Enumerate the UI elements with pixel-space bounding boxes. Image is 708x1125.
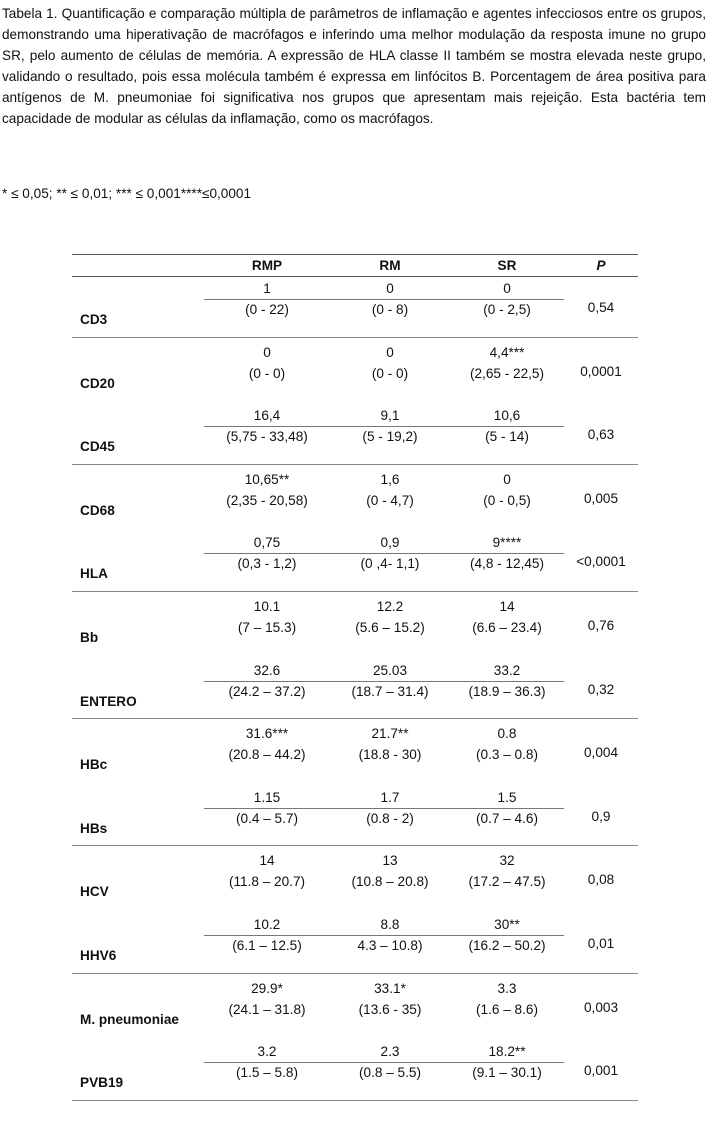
row-label: Bb: [80, 630, 99, 645]
sr-value: 1.5: [497, 789, 517, 805]
rmp-range: (6.1 – 12.5): [232, 938, 302, 953]
rmp-range: (2,35 - 20,58): [226, 492, 308, 508]
rm-range: 4.3 – 10.8): [357, 938, 423, 953]
row-bottom-rule: [72, 1100, 638, 1101]
sr-value: 14: [499, 599, 515, 614]
rmp-value: 10,65**: [244, 471, 290, 487]
sr-range: (9.1 – 30.1): [472, 1065, 542, 1081]
sr-range: (16.2 – 50.2): [468, 938, 546, 953]
value-range-divider: [204, 1062, 564, 1063]
sr-value: 9****: [492, 535, 522, 551]
rm-range: (18.7 – 31.4): [351, 683, 429, 699]
rm-value: 0: [386, 344, 394, 360]
sr-range: (5 - 14): [485, 429, 529, 445]
row-label: CD3: [80, 312, 108, 327]
header-p: P: [596, 258, 606, 273]
rm-range: (0 - 0): [371, 365, 409, 381]
row-label: HLA: [80, 566, 108, 582]
p-value: 0,0001: [580, 363, 622, 379]
rm-value: 12.2: [376, 599, 404, 614]
rmp-value: 1.15: [253, 789, 281, 805]
p-value: 0,001: [583, 1063, 619, 1079]
rmp-range: (0 - 0): [248, 365, 286, 381]
table-caption: Tabela 1. Quantificação e comparação múltipla de parâmetros de inflamação e agentes infecciosos entre os grupos, demonstrando uma hiperativação de macrófagos e inferindo uma melhor modulação da resposta imune no grupo SR, pelo aumento de células de memória. A expressão de HLA classe II também se mostra elevada neste grupo, validando o resultado, pois essa molécula também é expressa em linfócitos B. Porcentagem de área positiva para antígenos de M. pneumoniae foi significativa nos grupos que apresentam mais rejeição. Esta bactéria tem capacidade de modular as células da inflamação, como os macrófagos.: [2, 6, 706, 126]
sr-value: 0.8: [497, 726, 517, 742]
row-label: HHV6: [80, 948, 117, 963]
rm-value: 13: [382, 853, 398, 869]
row-bottom-rule: [72, 464, 638, 465]
row-label: HBc: [80, 757, 108, 773]
rm-value: 0: [386, 281, 394, 296]
rmp-value: 10.1: [253, 599, 281, 614]
rm-range: (0 - 4,7): [366, 492, 414, 508]
sr-range: (0.7 – 4.6): [476, 810, 538, 826]
rmp-value: 32.6: [253, 662, 281, 678]
rmp-value: 0: [263, 344, 271, 360]
table-row: [72, 278, 638, 342]
significance-footnote: * ≤ 0,05; ** ≤ 0,01; *** ≤ 0,001****≤0,0001: [2, 186, 252, 201]
p-value: 0,005: [583, 490, 619, 506]
rm-value: 9,1: [380, 408, 400, 424]
p-value: 0,63: [587, 427, 615, 443]
table-row: [72, 850, 638, 914]
value-range-divider: [204, 426, 564, 427]
rm-range: (0.8 – 5.5): [359, 1065, 421, 1081]
header-rule: [72, 276, 638, 277]
row-bottom-rule: [72, 591, 638, 592]
rmp-value: 0,75: [253, 535, 281, 551]
table-row: [72, 532, 638, 596]
table-row: [72, 469, 638, 533]
table-row: [72, 342, 638, 406]
sr-value: 33.2: [493, 662, 521, 678]
row-label: M. pneumoniae: [80, 1011, 179, 1027]
sr-range: (17.2 – 47.5): [468, 874, 546, 890]
row-label: PVB19: [80, 1075, 124, 1091]
sr-value: 4,4***: [489, 344, 525, 360]
rm-value: 21.7**: [371, 726, 409, 742]
sr-range: (1.6 – 8.6): [476, 1001, 538, 1017]
value-range-divider: [204, 808, 564, 809]
row-label: CD45: [80, 439, 115, 455]
rmp-range: (0 - 22): [245, 302, 289, 317]
row-bottom-rule: [72, 337, 638, 338]
sr-value: 0: [503, 281, 511, 296]
row-label: HBs: [80, 820, 108, 836]
rmp-range: (7 – 15.3): [237, 620, 297, 635]
rm-value: 33.1*: [374, 980, 406, 996]
rmp-value: 16,4: [253, 408, 281, 424]
rmp-range: (0.4 – 5.7): [236, 810, 298, 826]
rm-range: (5.6 – 15.2): [355, 620, 425, 635]
p-value: 0,003: [583, 999, 619, 1015]
rm-range: (10.8 – 20.8): [351, 874, 429, 890]
row-bottom-rule: [72, 845, 638, 846]
table-row: [72, 596, 638, 660]
rm-range: (5 - 19,2): [362, 429, 418, 445]
value-range-divider: [204, 299, 564, 300]
sr-value: 18.2**: [488, 1044, 526, 1060]
rmp-range: (1.5 – 5.8): [236, 1065, 298, 1081]
rm-range: (0 ,4- 1,1): [360, 556, 420, 572]
row-bottom-rule: [72, 973, 638, 974]
rmp-range: (24.2 – 37.2): [228, 683, 306, 699]
table-row: [72, 914, 638, 978]
row-label: HCV: [80, 884, 109, 900]
sr-value: 10,6: [493, 408, 521, 424]
sr-range: (18.9 – 36.3): [468, 683, 546, 699]
row-label: ENTERO: [80, 693, 137, 709]
rmp-value: 10.2: [253, 917, 281, 932]
rmp-range: (24.1 – 31.8): [228, 1001, 306, 1017]
p-value: 0,004: [583, 745, 619, 761]
rm-value: 25.03: [372, 662, 408, 678]
rmp-range: (20.8 – 44.2): [228, 747, 306, 763]
table-top-rule: [72, 254, 638, 255]
rm-range: (13.6 - 35): [358, 1001, 422, 1017]
sr-range: (2,65 - 22,5): [469, 365, 545, 381]
sr-range: (0 - 2,5): [483, 302, 531, 317]
sr-value: 3.3: [497, 980, 517, 996]
value-range-divider: [204, 553, 564, 554]
rm-value: 1,6: [380, 471, 400, 487]
rm-range: (0 - 8): [371, 302, 409, 317]
table-row: [72, 978, 638, 1042]
header-rmp: RMP: [251, 258, 283, 273]
table-header-row: [72, 254, 638, 276]
sr-range: (0.3 – 0.8): [476, 747, 538, 763]
rmp-value: 14: [259, 853, 275, 869]
value-range-divider: [204, 935, 564, 936]
sr-value: 0: [503, 471, 511, 487]
sr-value: 32: [499, 853, 515, 869]
p-value: 0,9: [591, 808, 611, 824]
row-bottom-rule: [72, 718, 638, 719]
p-value: 0,01: [587, 936, 615, 951]
table-row: [72, 787, 638, 851]
rm-value: 1.7: [380, 789, 400, 805]
sr-value: 30**: [494, 917, 520, 932]
header-rm: RM: [379, 258, 401, 273]
p-value: 0,32: [587, 681, 615, 697]
header-sr: SR: [497, 258, 517, 273]
table-row: [72, 405, 638, 469]
rm-range: (0.8 - 2): [366, 810, 414, 826]
p-value: 0,76: [587, 618, 615, 633]
rm-value: 0,9: [380, 535, 400, 551]
rmp-value: 1: [263, 281, 271, 296]
table-row: [72, 1041, 638, 1105]
value-range-divider: [204, 681, 564, 682]
rm-value: 8.8: [380, 917, 400, 932]
table-row: [72, 723, 638, 787]
rmp-value: 29.9*: [251, 980, 283, 996]
p-value: <0,0001: [576, 554, 626, 570]
sr-range: (6.6 – 23.4): [472, 620, 542, 635]
p-value: 0,54: [587, 300, 615, 315]
rmp-range: (11.8 – 20.7): [228, 874, 306, 890]
row-label: CD68: [80, 502, 115, 518]
rmp-value: 31.6***: [245, 726, 289, 742]
sr-range: (4,8 - 12,45): [469, 556, 545, 572]
sr-range: (0 - 0,5): [483, 492, 531, 508]
rm-range: (18.8 - 30): [358, 747, 422, 763]
rmp-range: (5,75 - 33,48): [226, 429, 308, 445]
results-table: [72, 254, 638, 1091]
rmp-value: 3.2: [257, 1044, 277, 1060]
table-row: [72, 660, 638, 724]
rmp-range: (0,3 - 1,2): [237, 556, 297, 572]
row-label: CD20: [80, 375, 115, 391]
rm-value: 2.3: [380, 1044, 400, 1060]
p-value: 0,08: [587, 872, 615, 888]
